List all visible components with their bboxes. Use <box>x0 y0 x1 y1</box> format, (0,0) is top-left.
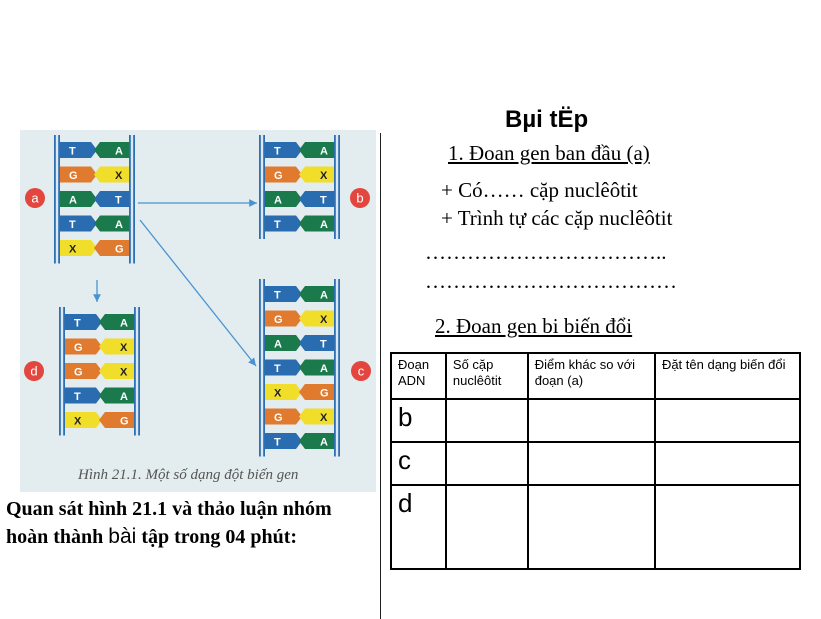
task-text-c: tập trong 04 phút: <box>136 526 298 548</box>
cell-c-pairs[interactable] <box>446 442 528 485</box>
row-label-d: d <box>391 485 446 569</box>
base-letter-c-2-left: A <box>274 338 282 351</box>
base-d-1-right <box>99 339 134 355</box>
label-a: a <box>31 190 39 206</box>
base-letter-c-1-right: X <box>320 314 328 326</box>
base-letter-c-6-right: A <box>320 436 328 449</box>
base-c-0-left <box>265 286 302 302</box>
base-b-2-left <box>265 191 302 207</box>
dotted-line-2: ……………………………… <box>425 269 677 293</box>
cell-b-name[interactable] <box>655 399 800 442</box>
backbone-stripe-c-0 <box>261 279 263 457</box>
backbone-stripe-c-1 <box>336 279 338 457</box>
task-line-2 <box>6 523 332 551</box>
base-b-3-right <box>299 216 334 232</box>
base-a-3-left <box>60 216 97 232</box>
cell-c-difference[interactable] <box>528 442 655 485</box>
base-d-4-left <box>65 412 102 428</box>
page-title: Bµi tËp <box>505 106 589 133</box>
base-letter-c-6-left: T <box>274 436 281 449</box>
figure-caption: Hình 21.1. Một số dạng đột biến gen <box>78 467 299 483</box>
base-c-2-left <box>265 335 302 351</box>
backbone-stripe-b-0 <box>261 135 263 239</box>
table-row-b <box>391 399 800 442</box>
arrow-a-to-c <box>140 220 256 366</box>
figure-panel <box>20 130 376 492</box>
table-row-c <box>391 442 800 485</box>
base-c-2-right <box>299 335 334 351</box>
dna-figure <box>20 130 376 492</box>
base-a-1-left <box>60 167 97 183</box>
nucleotide-count-line: + Có…… cặp nuclêôtit <box>441 178 638 202</box>
header-segment: Đoạn ADN <box>391 353 446 399</box>
base-c-1-right <box>299 311 334 327</box>
base-c-5-right <box>299 409 334 425</box>
base-letter-b-1-left: G <box>274 170 283 182</box>
base-letter-d-4-right: G <box>120 415 129 428</box>
base-d-2-left <box>65 363 102 379</box>
base-letter-b-0-right: A <box>320 145 328 158</box>
row-label-b: b <box>391 399 446 442</box>
base-b-3-left <box>265 216 302 232</box>
base-letter-d-2-left: G <box>74 366 83 379</box>
base-a-0-right <box>94 142 129 158</box>
base-d-1-left <box>65 339 102 355</box>
base-c-4-left <box>265 384 302 400</box>
base-letter-a-1-right: X <box>115 170 123 182</box>
base-letter-c-3-left: T <box>274 363 281 375</box>
nucleotide-sequence-line: + Trình tự các cặp nuclêôtit <box>441 206 673 230</box>
task-line-1: Quan sát hình 21.1 và thảo luận nhóm <box>6 498 332 520</box>
backbone-stripe-b-1 <box>336 135 338 239</box>
base-letter-c-2-right: T <box>320 338 327 351</box>
base-letter-d-1-left: G <box>74 342 83 354</box>
base-d-2-right <box>99 363 134 379</box>
cell-d-difference[interactable] <box>528 485 655 569</box>
base-d-0-left <box>65 314 102 330</box>
base-a-2-left <box>60 191 97 207</box>
base-b-2-right <box>299 191 334 207</box>
base-letter-b-2-left: A <box>274 194 282 207</box>
base-a-3-right <box>94 216 129 232</box>
base-letter-c-3-right: A <box>320 363 328 375</box>
base-letter-c-0-left: T <box>274 289 281 302</box>
base-letter-c-4-left: X <box>274 387 282 400</box>
base-letter-d-1-right: X <box>120 342 128 354</box>
base-letter-d-0-right: A <box>120 317 128 330</box>
base-letter-d-3-left: T <box>74 391 81 403</box>
base-letter-a-2-right: T <box>115 194 122 207</box>
base-letter-d-2-right: X <box>120 366 128 379</box>
base-b-1-left <box>265 167 302 183</box>
cell-b-pairs[interactable] <box>446 399 528 442</box>
header-difference: Điểm khác so với đoạn (a) <box>528 353 655 399</box>
cell-b-difference[interactable] <box>528 399 655 442</box>
base-letter-d-4-left: X <box>74 415 82 428</box>
base-b-0-left <box>265 142 302 158</box>
base-letter-b-3-left: T <box>274 219 281 231</box>
base-a-0-left <box>60 142 97 158</box>
label-b: b <box>356 190 364 206</box>
base-letter-b-2-right: T <box>320 194 327 207</box>
base-d-4-right <box>99 412 134 428</box>
task-text-b: bài <box>108 525 137 548</box>
base-d-3-left <box>65 388 102 404</box>
base-letter-c-1-left: G <box>274 314 283 326</box>
base-letter-a-3-left: T <box>69 219 76 231</box>
base-a-1-right <box>94 167 129 183</box>
base-letter-a-1-left: G <box>69 170 78 182</box>
vertical-divider <box>380 133 381 619</box>
section1-heading: 1. Đoan gen ban đầu (a) <box>448 141 650 165</box>
backbone-stripe-d-1 <box>136 307 138 436</box>
base-c-6-right <box>299 433 334 449</box>
base-letter-c-5-left: G <box>274 412 283 424</box>
base-c-6-left <box>265 433 302 449</box>
dotted-line-1: …………………………….. <box>425 240 667 264</box>
base-c-1-left <box>265 311 302 327</box>
header-pair-count: Số cặp nuclêôtit <box>446 353 528 399</box>
table-header-row <box>391 353 800 399</box>
base-letter-a-4-left: X <box>69 243 77 256</box>
base-c-5-left <box>265 409 302 425</box>
base-letter-c-4-right: G <box>320 387 329 400</box>
base-c-0-right <box>299 286 334 302</box>
backbone-stripe-a-0 <box>56 135 58 264</box>
task-instruction <box>6 496 332 551</box>
base-letter-a-0-left: T <box>69 145 76 158</box>
base-c-3-left <box>265 360 302 376</box>
row-label-c: c <box>391 442 446 485</box>
base-letter-b-0-left: T <box>274 145 281 158</box>
base-c-3-right <box>299 360 334 376</box>
base-letter-a-2-left: A <box>69 194 77 207</box>
base-letter-b-3-right: A <box>320 219 328 231</box>
base-d-3-right <box>99 388 134 404</box>
cell-c-name[interactable] <box>655 442 800 485</box>
base-letter-d-3-right: A <box>120 391 128 403</box>
table-row-d <box>391 485 800 569</box>
base-letter-a-4-right: G <box>115 243 124 256</box>
task-text-a: hoàn thành <box>6 526 109 548</box>
backbone-stripe-a-1 <box>131 135 133 264</box>
base-a-4-left <box>60 240 97 256</box>
backbone-stripe-d-0 <box>61 307 63 436</box>
label-c: c <box>357 363 365 379</box>
base-a-4-right <box>94 240 129 256</box>
cell-d-name[interactable] <box>655 485 800 569</box>
header-mutation-name: Đặt tên dạng biến đổi <box>655 353 800 399</box>
base-b-1-right <box>299 167 334 183</box>
base-letter-a-0-right: A <box>115 145 123 158</box>
base-d-0-right <box>99 314 134 330</box>
base-letter-b-1-right: X <box>320 170 328 182</box>
cell-d-pairs[interactable] <box>446 485 528 569</box>
section2-heading: 2. Đoan gen bi biến đổi <box>435 314 633 338</box>
base-b-0-right <box>299 142 334 158</box>
base-letter-a-3-right: A <box>115 219 123 231</box>
base-c-4-right <box>299 384 334 400</box>
base-letter-c-5-right: X <box>320 412 328 424</box>
answer-table <box>390 352 801 570</box>
base-letter-c-0-right: A <box>320 289 328 302</box>
label-d: d <box>30 363 38 379</box>
base-letter-d-0-left: T <box>74 317 81 330</box>
base-a-2-right <box>94 191 129 207</box>
